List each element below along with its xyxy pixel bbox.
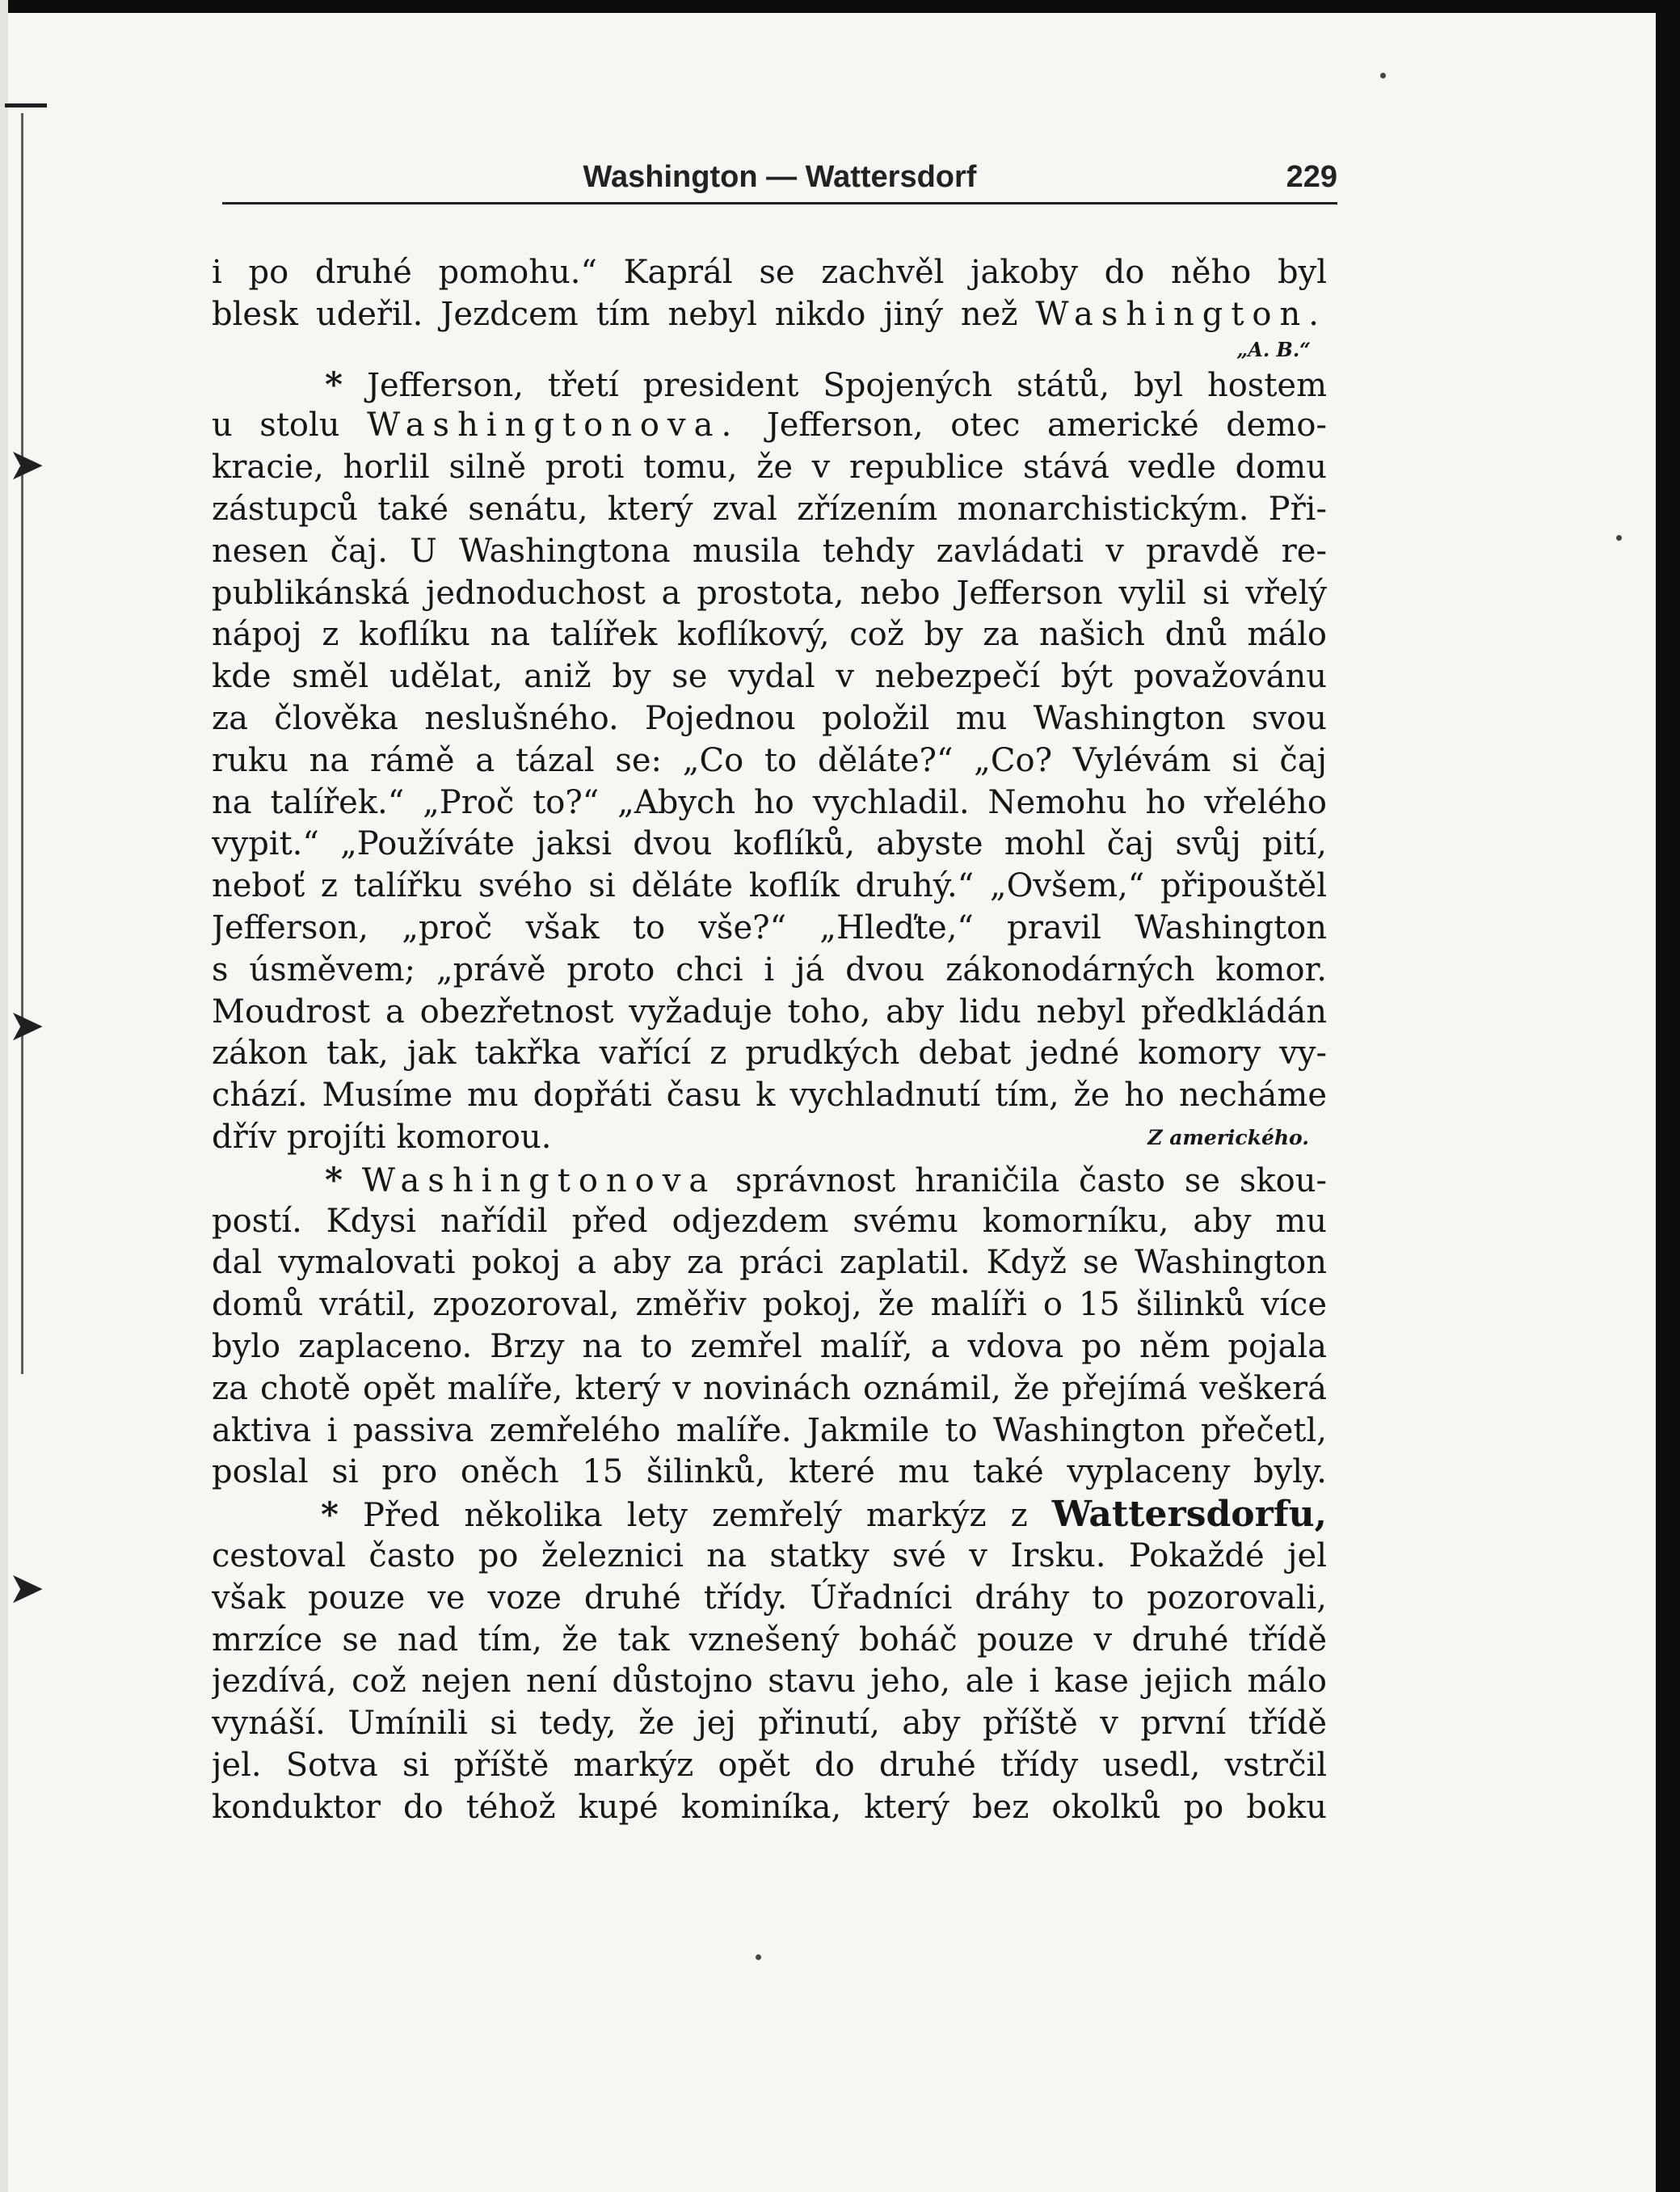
speck xyxy=(1616,535,1622,541)
text-line: dal vymalovati pokoj a aby za práci zaplatil. Když se Washington xyxy=(212,1244,1327,1282)
scan-border-right xyxy=(1656,0,1680,2192)
text-line xyxy=(212,364,1327,406)
scan-border-left xyxy=(0,0,8,2192)
text-line: neboť z talířku svého si děláte koflík druhý.“ „Ovšem,“ připouštěl xyxy=(212,867,1327,905)
text-span: správnost hraničila často se skou- xyxy=(735,1161,1327,1199)
text-line: zákon tak, jak takřka vařící z prudkých debat jedné komory vy- xyxy=(212,1035,1327,1073)
text-span: u stolu xyxy=(212,407,340,445)
text-line: za chotě opět malíře, který v novinách oznámil, že přejímá veškerá xyxy=(212,1369,1327,1407)
body-text xyxy=(212,252,1327,1828)
emphasized-name: Washington. xyxy=(1035,295,1327,333)
text-span: Jefferson, otec americké demo- xyxy=(766,407,1327,445)
text-line: však pouze ve voze druhé třídy. Úřadníci dráhy to pozorovali, xyxy=(212,1579,1327,1617)
binding-mark xyxy=(5,103,47,107)
arrow-right-icon: ➤ xyxy=(8,1562,45,1613)
text-line: i po druhé pomohu.“ Kaprál se zachvěl jakoby do něho byl xyxy=(212,254,1327,291)
text-line: kracie, horlil silně proti tomu, že v republice stává vedle domu xyxy=(212,449,1327,487)
asterisk-marker: * xyxy=(325,364,343,404)
text-line: bylo zaplaceno. Brzy na to zemřel malíř, a vdova po něm pojala xyxy=(212,1327,1327,1365)
asterisk-marker: * xyxy=(325,1159,343,1199)
running-title: Washington — Wattersdorf xyxy=(583,160,977,194)
text-line: vypit.“ „Používáte jaksi dvou koflíků, abyste mohl čaj svůj pití, xyxy=(212,825,1327,863)
text-line xyxy=(212,1494,1327,1536)
text-line: cestoval často po železnici na statky své v Irsku. Pokaždé jel xyxy=(212,1537,1327,1574)
text-line: zástupců také senátu, který zval zřízením monarchistickým. Při- xyxy=(212,490,1327,528)
text-line: postí. Kdysi nařídil před odjezdem svému komorníku, aby mu xyxy=(212,1202,1327,1240)
signature: Z amerického. xyxy=(1147,1125,1309,1149)
asterisk-marker: * xyxy=(321,1494,339,1535)
page-number: 229 xyxy=(1286,160,1337,194)
text-span: dřív projíti komorou. xyxy=(212,1118,552,1156)
text-line xyxy=(212,1117,1327,1159)
speck xyxy=(756,1954,761,1960)
text-line: nesen čaj. U Washingtona musila tehdy zavládati v pravdě re- xyxy=(212,532,1327,570)
text-line: jel. Sotva si příště markýz opět do druhé třídy usedl, vstrčil xyxy=(212,1746,1327,1784)
text-span: Jefferson, třetí president Spojených států, byl hostem xyxy=(366,366,1327,404)
text-line: aktiva i passiva zemřelého malíře. Jakmile to Washington přečetl, xyxy=(212,1411,1327,1449)
binding-line xyxy=(21,113,23,1374)
text-line: nápoj z koflíku na talířek koflíkový, což by za našich dnů málo xyxy=(212,616,1327,654)
text-line: s úsměvem; „právě proto chci i já dvou zákonodárných komor. xyxy=(212,951,1327,989)
text-line xyxy=(212,405,1327,447)
text-line: chází. Musíme mu dopřáti času k vychladnutí tím, že ho necháme xyxy=(212,1077,1327,1115)
text-span: Před několika lety zemřelý markýz z xyxy=(363,1497,1028,1535)
text-line xyxy=(212,1159,1327,1201)
emphasized-name: Washingtonova xyxy=(361,1161,717,1199)
text-line: jezdívá, což nejen není důstojno stavu jeho, ale i kase jejich málo xyxy=(212,1663,1327,1701)
speck xyxy=(1380,73,1386,78)
running-header xyxy=(222,160,1337,204)
emphasized-name: Washingtonova. xyxy=(367,407,740,445)
text-line: publikánská jednoduchost a prostota, nebo Jefferson vylil si vřelý xyxy=(212,574,1327,612)
text-line: na talířek.“ „Proč to?“ „Abych ho vychladil. Nemohu ho vřelého xyxy=(212,783,1327,821)
text-line: vynáší. Umínili si tedy, že jej přinutí, aby příště v první třídě xyxy=(212,1705,1327,1743)
text-line: Moudrost a obezřetnost vyžaduje toho, aby lidu nebyl předkládán xyxy=(212,993,1327,1031)
text-line: ruku na rámě a tázal se: „Co to děláte?“ „Co? Vylévám si čaj xyxy=(212,741,1327,779)
text-line: konduktor do téhož kupé kominíka, který bez okolků po boku xyxy=(212,1788,1327,1826)
text-line: za člověka neslušného. Pojednou položil mu Washington svou xyxy=(212,699,1327,737)
emphasized-name: Wattersdorfu, xyxy=(1051,1494,1327,1536)
scan-border-top xyxy=(0,0,1680,13)
text-line: mrzíce se nad tím, že tak vznešený boháč pouze v druhé třídě xyxy=(212,1621,1327,1659)
text-line: poslal si pro oněch 15 šilinků, které mu také vyplaceny byly. xyxy=(212,1453,1327,1491)
text-line: Jefferson, „proč však to vše?“ „Hleďte,“ pravil Washington xyxy=(212,908,1327,946)
text-line: domů vrátil, zpozoroval, změřiv pokoj, že malíři o 15 šilinků více xyxy=(212,1286,1327,1324)
arrow-right-icon: ➤ xyxy=(8,439,45,490)
arrow-right-icon: ➤ xyxy=(8,1000,45,1051)
signature: „A. B.“ xyxy=(1236,337,1311,361)
text-line: kde směl udělat, aniž by se vydal v nebezpečí být považovánu xyxy=(212,658,1327,696)
text-span: blesk udeřil. Jezdcem tím nebyl nikdo jiný než xyxy=(212,295,1018,333)
text-line xyxy=(212,294,1327,336)
